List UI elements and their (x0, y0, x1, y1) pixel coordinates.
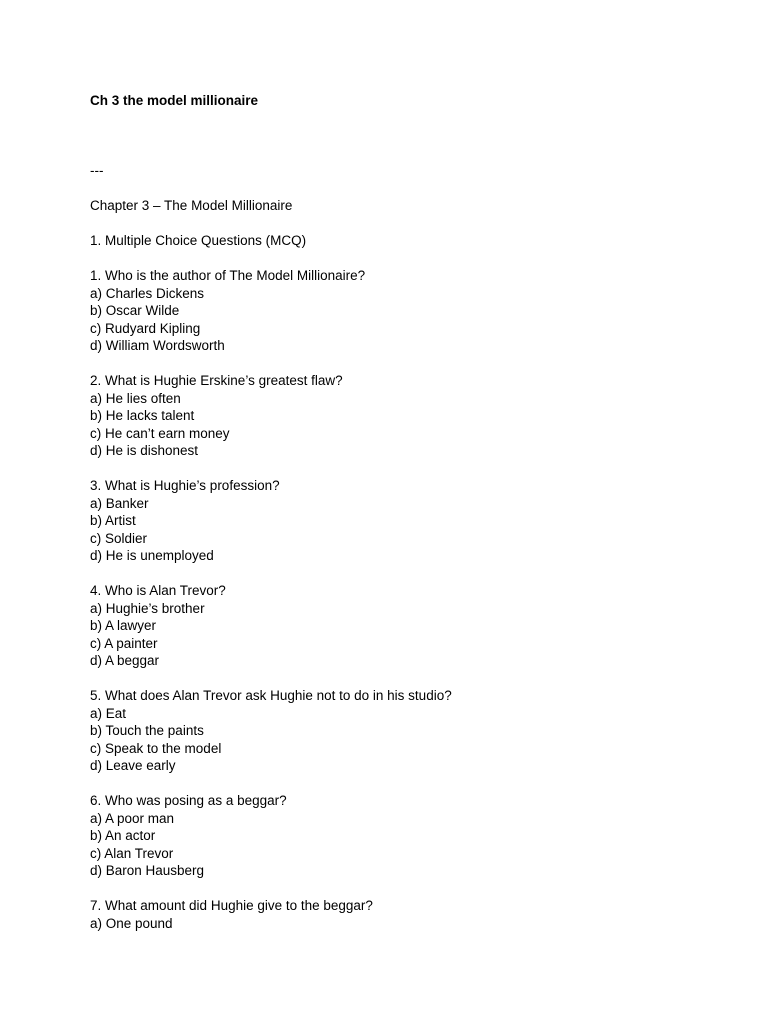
answer-option: c) Soldier (90, 530, 148, 546)
question-text: 2. What is Hughie Erskine’s greatest flaw? (90, 373, 343, 388)
question-block (90, 687, 710, 775)
question-block (90, 582, 710, 670)
answer-option: a) Hughie’s brother (90, 600, 205, 616)
question-block (90, 792, 710, 880)
answer-option: c) Speak to the model (90, 740, 222, 756)
question-text: 1. Who is the author of The Model Millionaire? (90, 268, 366, 283)
question-text: 4. Who is Alan Trevor? (90, 583, 226, 598)
answer-option: c) A painter (90, 635, 158, 651)
question-text: 6. Who was posing as a beggar? (90, 793, 287, 808)
answer-option: b) Touch the paints (90, 723, 204, 738)
answer-option: b) An actor (90, 828, 156, 843)
answer-option: c) Rudyard Kipling (90, 320, 201, 336)
answer-option: a) Banker (90, 495, 149, 511)
answer-option: d) He is unemployed (90, 548, 214, 563)
question-block (90, 372, 710, 460)
document-title: Ch 3 the model millionaire (90, 93, 259, 108)
question-text: 5. What does Alan Trevor ask Hughie not to do in his studio? (90, 688, 452, 703)
answer-option: b) He lacks talent (90, 408, 195, 423)
question-block (90, 897, 710, 932)
question-text: 7. What amount did Hughie give to the beggar? (90, 898, 373, 913)
chapter-heading: Chapter 3 – The Model Millionaire (90, 198, 293, 213)
answer-option: b) A lawyer (90, 618, 157, 633)
answer-option: d) Leave early (90, 758, 176, 773)
answer-option: b) Oscar Wilde (90, 303, 180, 318)
answer-option: b) Artist (90, 513, 136, 528)
answer-option: a) One pound (90, 915, 173, 931)
answer-option: a) Charles Dickens (90, 285, 205, 301)
answer-option: c) Alan Trevor (90, 845, 174, 861)
answer-option: a) Eat (90, 705, 127, 721)
section-heading: 1. Multiple Choice Questions (MCQ) (90, 233, 307, 248)
document-body (90, 197, 710, 932)
answer-option: d) Baron Hausberg (90, 863, 205, 878)
separator: --- (90, 163, 104, 178)
question-text: 3. What is Hughie’s profession? (90, 478, 280, 493)
answer-option: d) William Wordsworth (90, 338, 225, 353)
answer-option: d) He is dishonest (90, 443, 199, 458)
question-block (90, 267, 710, 355)
question-block (90, 477, 710, 565)
answer-option: c) He can’t earn money (90, 425, 230, 441)
answer-option: d) A beggar (90, 653, 160, 668)
answer-option: a) He lies often (90, 390, 181, 406)
answer-option: a) A poor man (90, 810, 175, 826)
